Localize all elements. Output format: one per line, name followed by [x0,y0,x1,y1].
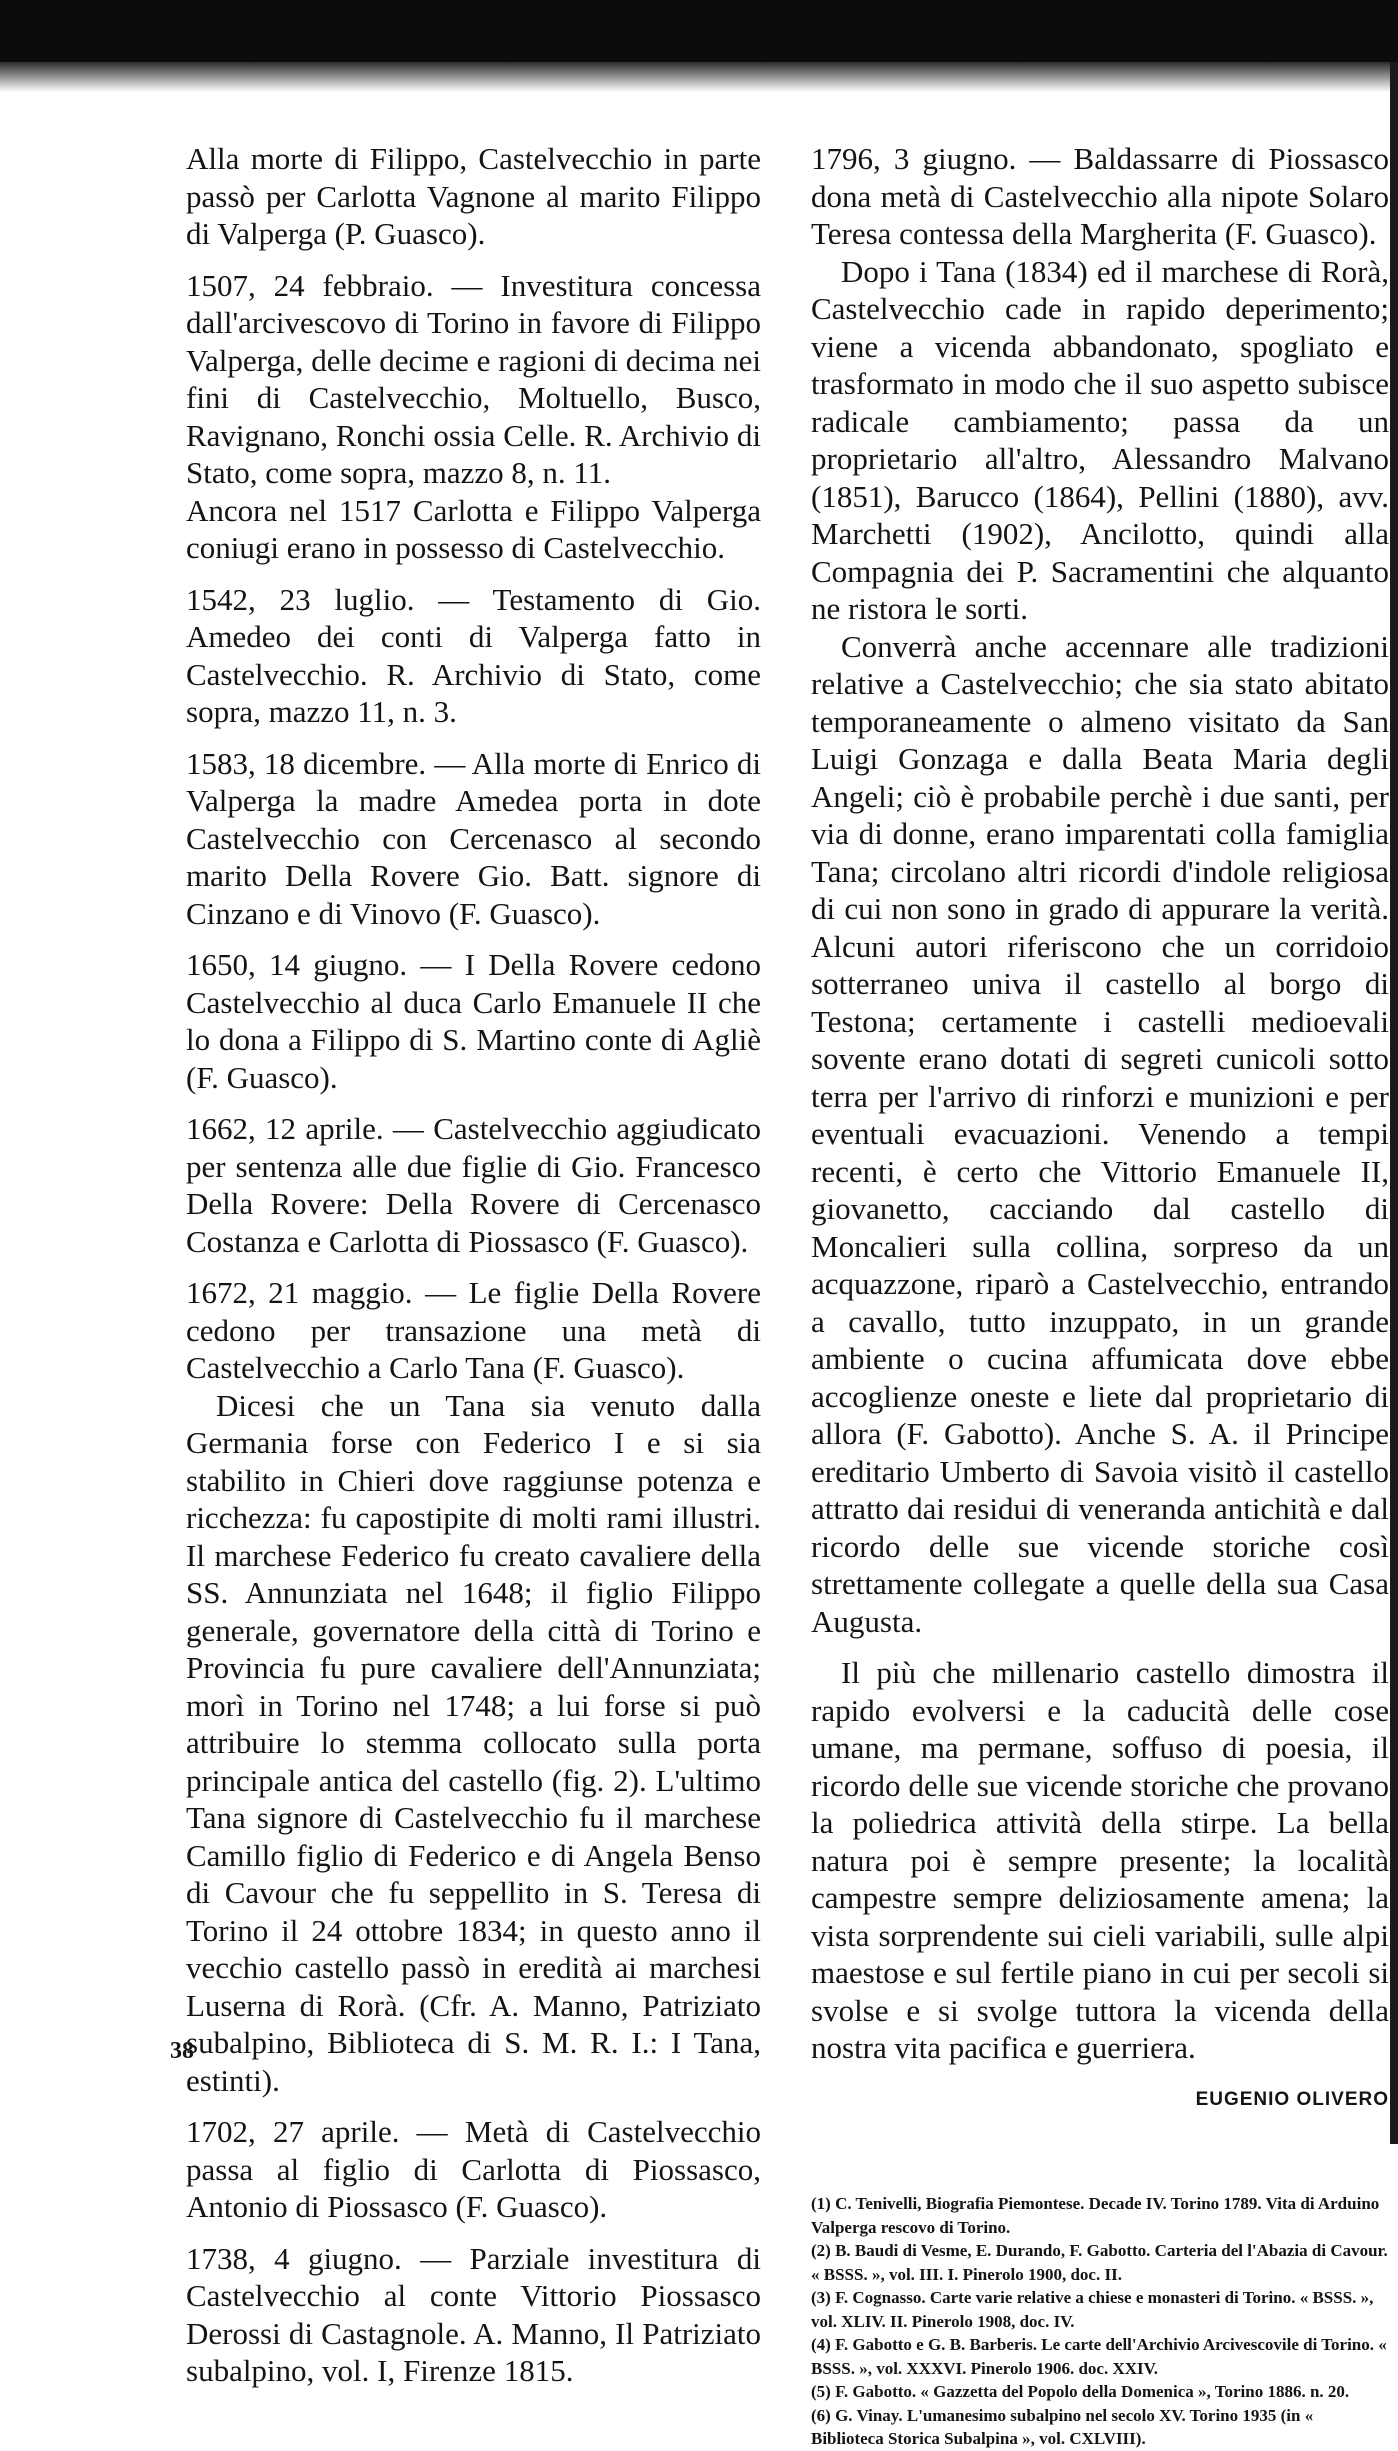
paragraph: Converrà anche accennare alle tradizioni relative a Castelvecchio; che sia stato abitato temporaneamente o almeno visitato da San Luigi Gonzaga e dalla Beata Maria degli Angeli; ciò è probabile perchè i due santi, per via di donne, erano imparentati colla famiglia Tana; circolano altri ricordi d'indole religiosa di cui non sono in grado di appurare la verità. Alcuni autori riferiscono che un corridoio sotterraneo univa il castello al borgo di Testona; certamente i castelli medioevali sovente erano dotati di segreti cunicoli sotto terra per l'arrivo di rinforzi e munizioni e per eventuali evacuazioni. Venendo a tempi recenti, è certo che Vittorio Emanuele II, giovanetto, cacciando dal castello di Moncalieri sulla collina, sorpreso da un acquazzone, riparò a Castelvecchio, entrando a cavallo, tutto inzuppato, in un grande ambiente o cucina affumicata dove ebbe accoglienze oneste e liete dal proprietario di allora (F. Gabotto). Anche S. A. il Principe ereditario Umberto di Savoia visitò il castello attratto dai residui di veneranda antichità e dal ricordo delle sue vicende storiche così strettamente collegate a quelle della sua Casa Augusta. [811,628,1389,1639]
footnote: (3) F. Cognasso. Carte varie relative a chiese e monasteri di Torino. « BSSS. », vol. XLIV. II. Pinerolo 1908, doc. IV. [811,2288,1374,2331]
paragraph: Dopo i Tana (1834) ed il marchese di Rorà, Castelvecchio cade in rapido deperimento; viene a vicenda abbandonato, spogliato e trasformato in modo che il suo aspetto subisce radicale cambiamento; passa da un proprietario all'altro, Alessandro Malvano (1851), Barucco (1864), Pellini (1880), avv. Marchetti (1902), Ancilotto, quindi alla Compagnia dei P. Sacramentini che alquanto ne ristora le sorti. [811,253,1389,626]
paragraph: 1672, 21 maggio. — Le figlie Della Rovere cedono per transazione una metà di Castelvecchio a Carlo Tana (F. Guasco). [186,1275,761,1385]
footnote: (1) C. Tenivelli, Biografia Piemontese. Decade IV. Torino 1789. Vita di Arduino Valperga rescovo di Torino. [811,2194,1380,2237]
footnote: (4) F. Gabotto e G. B. Barberis. Le carte dell'Archivio Arcivescovile di Torino. « BSSS. », vol. XXXVI. Pinerolo 1906. doc. XXIV. [811,2335,1387,2378]
paragraph: 1796, 3 giugno. — Baldassarre di Piossasco dona metà di Castelvecchio alla nipote Solaro Teresa contessa della Margherita (F. Guasco). [811,141,1389,251]
paragraph: Il più che millenario castello dimostra il rapido evolversi e la caducità delle cose umane, ma permane, soffuso di poesia, il ricordo delle sue vicende storiche che provano la poliedrica attività della stirpe. La bella natura poi è sempre presente; la località campestre sempre deliziosamente amena; la vista sorprendente sui cieli variabili, sulle alpi maestose e sul fertile piano in cui per secoli si svolse e si svolge tuttora la vicenda della nostra vita pacifica e guerriera. [811,1655,1389,2065]
page-number: 38 [170,2038,194,2064]
author-signature: EUGENIO OLIVERO [1195,2088,1389,2110]
footnote: (2) B. Baudi di Vesme, E. Durando, F. Gabotto. Carteria del l'Abazia di Cavour. « BSSS. », vol. III. I. Pinerolo 1900, doc. II. [811,2241,1388,2284]
paragraph: 1507, 24 febbraio. — Investitura concessa dall'arcivescovo di Torino in favore di Filippo Valperga, delle decime e ragioni di decima nei fini di Castelvecchio, Moltuello, Busco, Ravignano, Ronchi ossia Celle. R. Archivio di Stato, come sopra, mazzo 8, n. 11. [186,267,761,490]
paragraph: 1542, 23 luglio. — Testamento di Gio. Amedeo dei conti di Valperga fatto in Castelvecchio. R. Archivio di Stato, come sopra, mazzo 11, n. 3. [186,581,761,729]
paragraph: Dicesi che un Tana sia venuto dalla Germania forse con Federico I e si sia stabilito in Chieri dove raggiunse potenza e ricchezza: fu capostipite di molti rami illustri. Il marchese Federico fu creato cavaliere della SS. Annunziata nel 1648; il figlio Filippo generale, governatore della città di Torino e Provincia fu pure cavaliere dell'Annunziata; morì in Torino nel 1748; a lui forse si può attribuire lo stemma collocato sulla porta principale antica del castello (fig. 2). L'ultimo Tana signore di Castelvecchio fu il marchese Camillo figlio di Federico e di Angela Benso di Cavour che fu seppellito in S. Teresa di Torino il 24 ottobre 1834; in questo anno il vecchio castello passò in eredità ai marchesi Luserna di Rorà. (Cfr. A. Manno, Patriziato subalpino, Biblioteca di S. M. R. I.: I Tana, estinti). [186,1387,761,2098]
footnote: (5) F. Gabotto. « Gazzetta del Popolo della Domenica », Torino 1886. n. 20. [811,2382,1350,2401]
right-column-paragraphs [811,140,1389,2067]
paragraph: 1738, 4 giugno. — Parziale investitura di Castelvecchio al conte Vittorio Piossasco Derossi di Castagnole. A. Manno, Il Patriziato subalpino, vol. I, Firenze 1815. [186,2240,761,2388]
footnote: (6) G. Vinay. L'umanesimo subalpino nel secolo XV. Torino 1935 (in « Biblioteca Storica Subalpina », vol. CXLVIII). [811,2405,1314,2448]
scan-top-shadow [0,62,1398,92]
text-column-right [811,140,1389,2451]
paragraph: 1583, 18 dicembre. — Alla morte di Enrico di Valperga la madre Amedea porta in dote Castelvecchio con Cercenasco al secondo marito Della Rovere Gio. Batt. signore di Cinzano e di Vinovo (F. Guasco). [186,745,761,931]
paragraph: 1662, 12 aprile. — Castelvecchio aggiudicato per sentenza alle due figlie di Gio. Francesco Della Rovere: Della Rovere di Cercenasco Costanza e Carlotta di Piossasco (F. Guasco). [186,1111,761,1259]
text-column-left [186,140,761,2390]
paragraph: Ancora nel 1517 Carlotta e Filippo Valperga coniugi erano in possesso di Castelvecchio. [186,492,761,565]
scan-right-edge [1390,62,1398,2144]
paragraph: Alla morte di Filippo, Castelvecchio in parte passò per Carlotta Vagnone al marito Filippo di Valperga (P. Guasco). [186,141,761,251]
footnotes [811,2192,1389,2451]
paragraph: 1702, 27 aprile. — Metà di Castelvecchio passa al figlio di Carlotta di Piossasco, Antonio di Piossasco (F. Guasco). [186,2114,761,2224]
paragraph: 1650, 14 giugno. — I Della Rovere cedono Castelvecchio al duca Carlo Emanuele II che lo dona a Filippo di S. Martino conte di Agliè (F. Guasco). [186,947,761,1095]
scan-top-band [0,0,1398,62]
